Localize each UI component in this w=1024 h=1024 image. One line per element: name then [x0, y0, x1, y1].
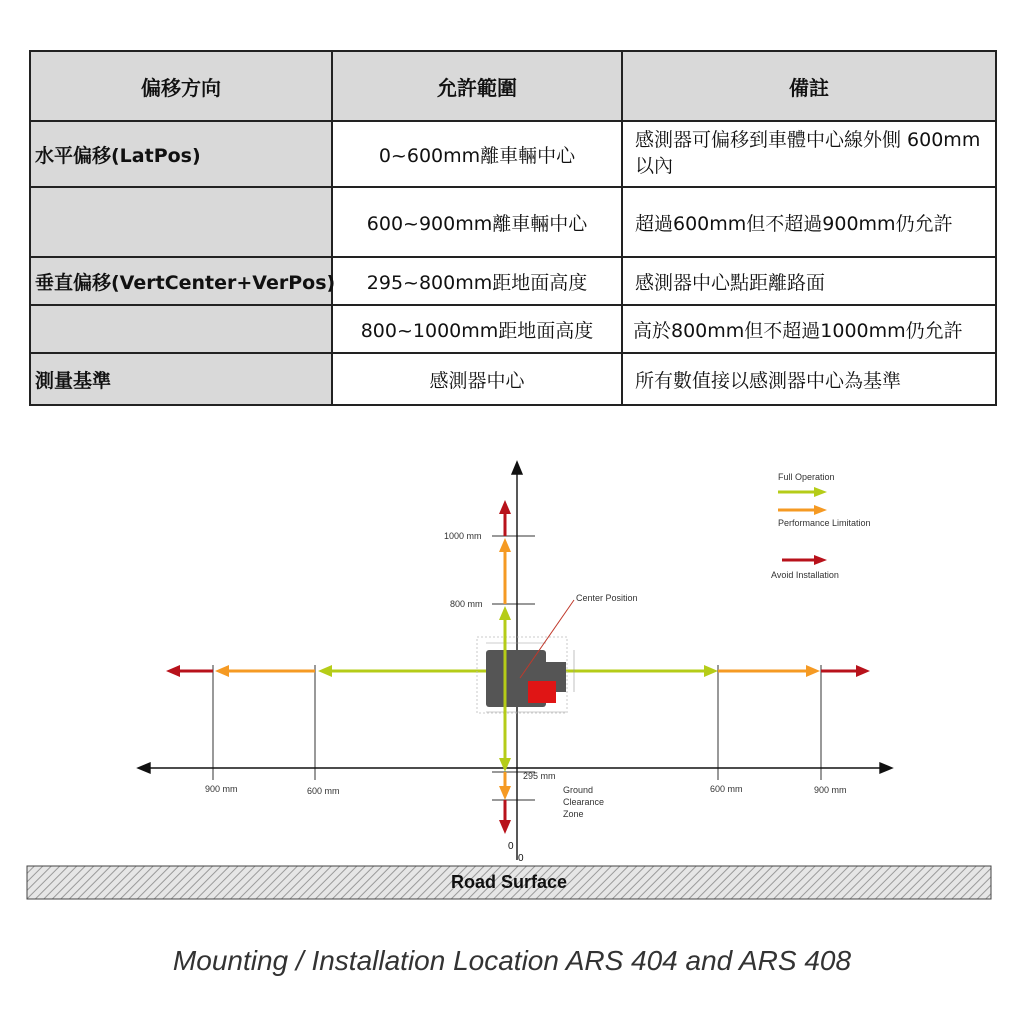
sensor-connector — [528, 681, 556, 703]
avoid-arrowhead-left — [166, 665, 180, 677]
road-surface-label: Road Surface — [450, 872, 568, 892]
row-note: 高於800mm但不超過1000mm仍允許 — [622, 305, 996, 353]
label-900mm-right: 900 mm — [814, 785, 847, 795]
table-row — [30, 353, 996, 405]
limit-arrowhead-left — [215, 665, 229, 677]
label-295mm: 295 mm — [523, 771, 556, 781]
legend-avoid-installation-label: Avoid Installation — [771, 570, 839, 580]
table-header-row — [30, 51, 996, 121]
figure-caption: Mounting / Installation Location ARS 404 and ARS 408 — [172, 945, 852, 976]
avoid-arrowhead-up — [499, 500, 511, 514]
limit-arrowhead-right — [806, 665, 820, 677]
limit-arrowhead-up — [499, 538, 511, 552]
label-zero-right: 0 — [518, 853, 524, 864]
table-row — [30, 187, 996, 257]
row-note: 所有數值接以感測器中心為基準 — [622, 353, 996, 405]
mounting-diagram — [0, 450, 1024, 920]
full-arrowhead-down — [499, 758, 511, 772]
label-ground: Ground — [563, 785, 594, 795]
row-direction — [30, 305, 332, 353]
legend-performance-limitation-arrowhead — [814, 505, 827, 515]
avoid-arrowhead-down — [499, 820, 511, 834]
row-range: 0~600mm離車輛中心 — [332, 121, 622, 187]
row-note: 超過600mm但不超過900mm仍允許 — [622, 187, 996, 257]
full-arrowhead-right — [704, 665, 718, 677]
header-range: 允許範圍 — [332, 51, 622, 121]
label-zero-left: 0 — [508, 841, 514, 852]
row-range: 295~800mm距地面高度 — [332, 257, 622, 305]
vertical-axis-arrowhead — [512, 462, 522, 474]
legend-full-operation-label: Full Operation — [778, 472, 835, 482]
row-direction: 水平偏移(LatPos) — [30, 121, 332, 187]
table-row — [30, 305, 996, 353]
legend-full-operation-arrowhead — [814, 487, 827, 497]
horizontal-axis-arrowhead-left — [138, 763, 150, 773]
label-800mm: 800 mm — [450, 599, 483, 609]
full-arrowhead-up — [499, 606, 511, 620]
legend — [771, 472, 871, 580]
horizontal-axis-arrowhead-right — [880, 763, 892, 773]
label-600mm-left: 600 mm — [307, 786, 340, 796]
header-note: 備註 — [622, 51, 996, 121]
row-range: 感測器中心 — [332, 353, 622, 405]
legend-avoid-installation-arrowhead — [814, 555, 827, 565]
legend-performance-limitation-label: Performance Limitation — [778, 518, 871, 528]
row-direction: 垂直偏移(VertCenter+VerPos) — [30, 257, 332, 305]
label-1000mm: 1000 mm — [444, 531, 482, 541]
row-direction: 測量基準 — [30, 353, 332, 405]
header-direction: 偏移方向 — [30, 51, 332, 121]
sensor — [477, 637, 574, 713]
spec-table — [29, 50, 997, 406]
label-600mm-right: 600 mm — [710, 784, 743, 794]
label-clearance: Clearance — [563, 797, 605, 807]
row-note: 感測器可偏移到車體中心線外側 600mm以內 — [622, 121, 996, 187]
row-range: 600~900mm離車輛中心 — [332, 187, 622, 257]
table-row — [30, 121, 996, 187]
limit-arrowhead-down — [499, 786, 511, 800]
label-900mm-left: 900 mm — [205, 784, 238, 794]
row-range: 800~1000mm距地面高度 — [332, 305, 622, 353]
table-row — [30, 257, 996, 305]
label-center-position: Center Position — [576, 593, 638, 603]
row-direction — [30, 187, 332, 257]
full-arrowhead-left — [318, 665, 332, 677]
avoid-arrowhead-right — [856, 665, 870, 677]
row-note: 感測器中心點距離路面 — [622, 257, 996, 305]
label-zone: Zone — [563, 809, 584, 819]
